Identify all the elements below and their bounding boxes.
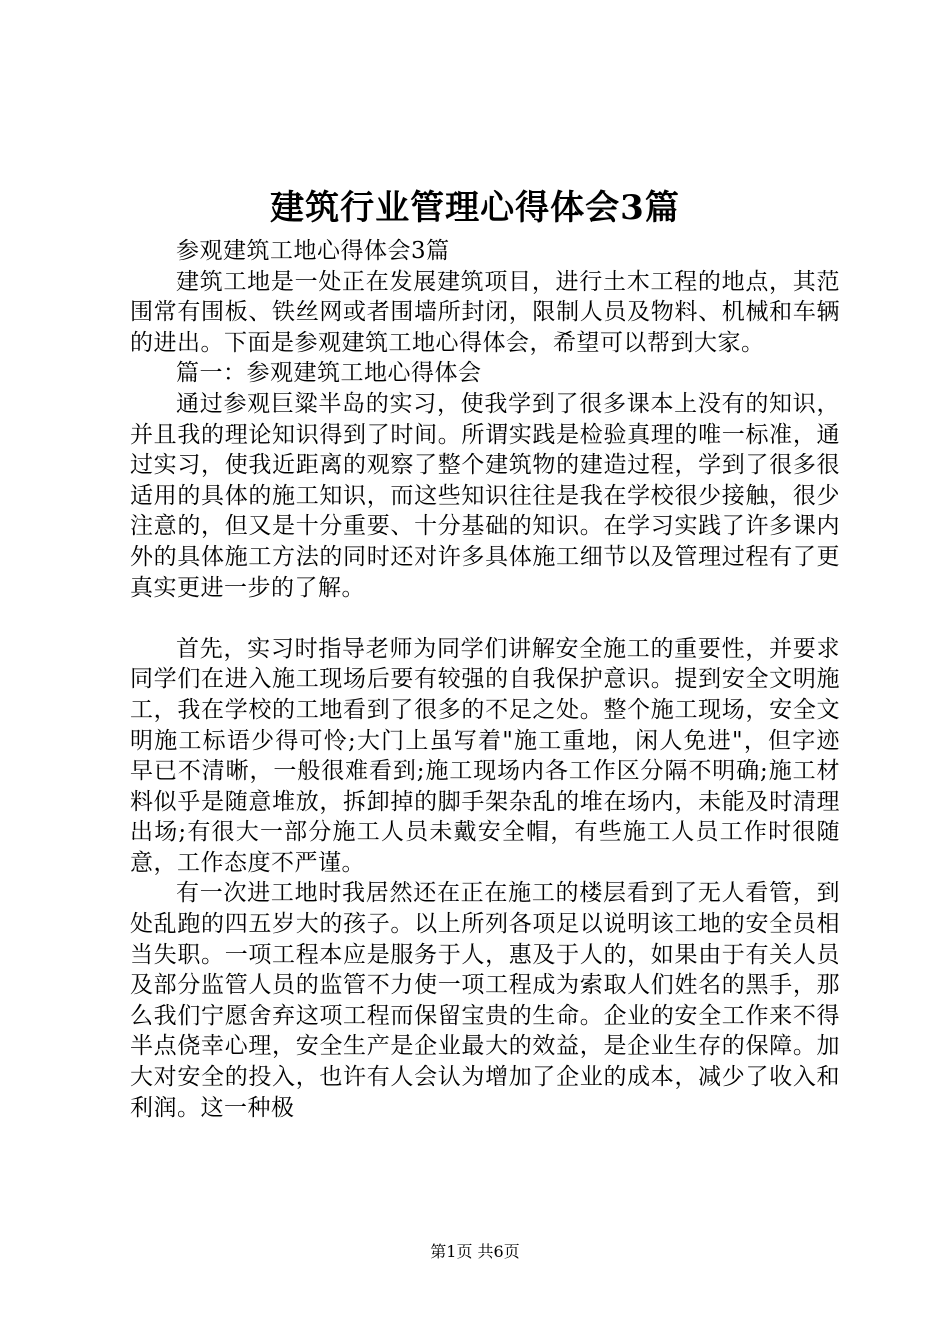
paragraph-section-heading: 篇一：参观建筑工地心得体会 xyxy=(176,360,482,387)
paragraph-intro: 建筑工地是一处正在发展建筑项目，进行土木工程的地点，其范围常有围板、铁丝网或者围墙所封闭，限制人员及物料、机械和车辆的进出。下面是参观建筑工地心得体会，希望可以帮到大家。 xyxy=(130,268,840,356)
document-title: 建筑行业管理心得体会3篇 xyxy=(270,188,680,228)
paragraph-subtitle: 参观建筑工地心得体会3篇 xyxy=(176,238,450,264)
paragraph-body: 有一次进工地时我居然还在正在施工的楼层看到了无人看管，到处乱跑的四五岁大的孩子。以上所列各项足以说明该工地的安全员相当失职。一项工程本应是服务于人，惠及于人的，如果由于有关人员及部分监管人员的监管不力使一项工程成为索取人们姓名的黑手，那么我们宁愿舍弃这项工程而保留宝贵的生命。企业的安全工作来不得半点侥幸心理，安全生产是企业最大的效益，是企业生存的保障。加大对安全的投入，也许有人会认为增加了企业的成本，减少了收入和利润。这一种极 xyxy=(130,880,840,1121)
paragraph-body: 首先，实习时指导老师为同学们讲解安全施工的重要性，并要求同学们在进入施工现场后要有较强的自我保护意识。提到安全文明施工，我在学校的工地看到了很多的不足之处。整个施工现场，安全文明施工标语少得可怜;大门上虽写着"施工重地，闲人免进"，但字迹早已不清晰，一般很难看到;施工现场内各工作区分隔不明确;施工材料似乎是随意堆放，拆卸掉的脚手架杂乱的堆在场内，未能及时清理出场;有很大一部分施工人员未戴安全帽，有些施工人员工作时很随意，工作态度不严谨。 xyxy=(130,635,840,876)
page-footer: 第1页 共6页 xyxy=(430,1242,520,1261)
document-body xyxy=(130,236,840,1123)
paragraph-body: 通过参观巨粱半岛的实习，使我学到了很多课本上没有的知识，并且我的理论知识得到了时间。所谓实践是检验真理的唯一标准，通过实习，使我近距离的观察了整个建筑物的建造过程，学到了很多很适用的具体的施工知识，而这些知识往往是我在学校很少接触，很少注意的，但又是十分重要、十分基础的知识。在学习实践了许多课内外的具体施工方法的同时还对许多具体施工细节以及管理过程有了更真实更进一步的了解。 xyxy=(130,390,840,601)
